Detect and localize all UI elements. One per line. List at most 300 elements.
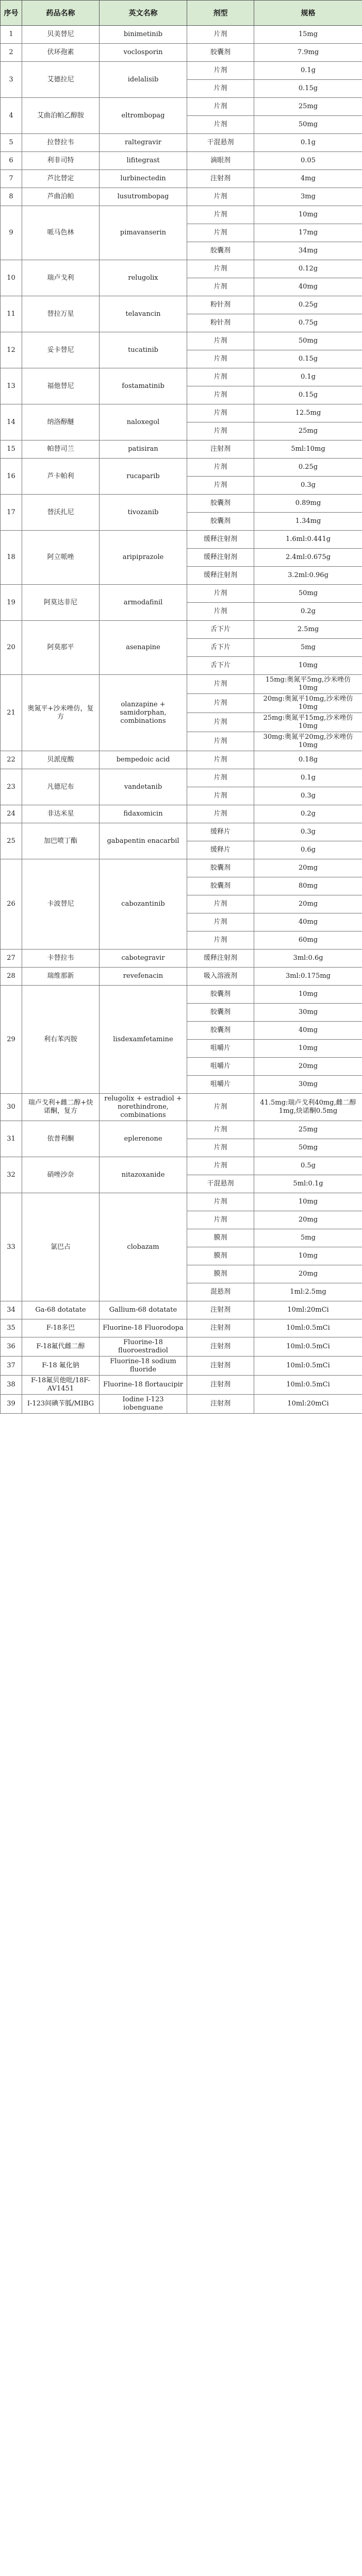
dosage-form: 片剂: [187, 459, 254, 477]
dosage-form: 注射剂: [187, 1337, 254, 1357]
specification: 25mg: [254, 422, 362, 440]
drug-cn-name: F-18多巴: [22, 1319, 100, 1337]
table-row: [1, 823, 362, 841]
dosage-form: 片剂: [187, 98, 254, 116]
specification: 25mg:奥氮平15mg,沙米唑仿10mg: [254, 713, 362, 732]
dosage-form: 缓释注射剂: [187, 549, 254, 567]
specification: 12.5mg: [254, 404, 362, 422]
drug-cn-name: 阿莫那平: [22, 621, 100, 675]
drug-en-name: binimetinib: [100, 26, 187, 44]
drug-cn-name: 阿立哌唑: [22, 531, 100, 585]
dosage-form: 片剂: [187, 913, 254, 931]
dosage-form: 胶囊剂: [187, 986, 254, 1004]
specification: 40mg: [254, 1022, 362, 1040]
drug-number: 27: [1, 950, 22, 968]
dosage-form: 注射剂: [187, 1376, 254, 1395]
specification: 0.5g: [254, 1157, 362, 1175]
dosage-form: 片剂: [187, 350, 254, 368]
specification: 10ml:20mCi: [254, 1395, 362, 1414]
specification: 0.3g: [254, 823, 362, 841]
dosage-form: 缓释注射剂: [187, 567, 254, 585]
specification: 5ml:10mg: [254, 440, 362, 459]
drug-cn-name: 艾曲泊帕乙醇胺: [22, 98, 100, 134]
drug-number: 17: [1, 495, 22, 531]
specification: 3mg: [254, 188, 362, 206]
specification: 25mg: [254, 98, 362, 116]
specification: 3.2ml:0.96g: [254, 567, 362, 585]
drug-en-name: relugolix + estradiol + norethindrone, combinations: [100, 1094, 187, 1121]
drug-number: 14: [1, 404, 22, 440]
dosage-form: 片剂: [187, 694, 254, 713]
drug-number: 25: [1, 823, 22, 859]
specification: 4mg: [254, 170, 362, 188]
specification: 7.9mg: [254, 44, 362, 62]
drug-number: 36: [1, 1337, 22, 1357]
drug-number: 21: [1, 675, 22, 751]
dosage-form: 滴眼剂: [187, 152, 254, 170]
table-row: [1, 986, 362, 1004]
specification: 10ml:0.5mCi: [254, 1357, 362, 1376]
drug-number: 24: [1, 805, 22, 823]
specification: 1.34mg: [254, 513, 362, 531]
specification: 34mg: [254, 242, 362, 260]
drug-number: 31: [1, 1121, 22, 1157]
specification: 0.05: [254, 152, 362, 170]
drug-number: 5: [1, 134, 22, 152]
specification: 10mg: [254, 986, 362, 1004]
dosage-form: 吸入溶液剂: [187, 968, 254, 986]
header-no: 序号: [1, 1, 22, 26]
specification: 10ml:0.5mCi: [254, 1376, 362, 1395]
specification: 0.1g: [254, 368, 362, 386]
dosage-form: 片剂: [187, 278, 254, 296]
dosage-form: 片剂: [187, 26, 254, 44]
header-spec: 规格: [254, 1, 362, 26]
dosage-form: 注射剂: [187, 170, 254, 188]
table-row: [1, 1157, 362, 1175]
table-row: [1, 950, 362, 968]
drug-en-name: Gallium-68 dotatate: [100, 1301, 187, 1319]
table-row: [1, 968, 362, 986]
specification: 5mg: [254, 639, 362, 657]
dosage-form: 注射剂: [187, 1395, 254, 1414]
specification: 1.6ml:0.441g: [254, 531, 362, 549]
specification: 20mg:奥氮平10mg,沙米唑仿10mg: [254, 694, 362, 713]
dosage-form: 膜剂: [187, 1247, 254, 1265]
table-row: [1, 751, 362, 769]
drug-en-name: cabotegravir: [100, 950, 187, 968]
header-cn-name: 药品名称: [22, 1, 100, 26]
table-row: [1, 332, 362, 350]
dosage-form: 胶囊剂: [187, 1022, 254, 1040]
dosage-form: 片剂: [187, 585, 254, 603]
dosage-form: 片剂: [187, 805, 254, 823]
drug-cn-name: F-18氟贝他吡/18F-AV1451: [22, 1376, 100, 1395]
drug-en-name: eltrombopag: [100, 98, 187, 134]
specification: 30mg:奥氮平20mg,沙米唑仿10mg: [254, 732, 362, 751]
drug-cn-name: 硝唑沙奈: [22, 1157, 100, 1193]
dosage-form: 胶囊剂: [187, 44, 254, 62]
drug-cn-name: 利非司特: [22, 152, 100, 170]
drug-cn-name: 贝美替尼: [22, 26, 100, 44]
dosage-form: 片剂: [187, 188, 254, 206]
specification: 25mg: [254, 1121, 362, 1139]
drug-number: 1: [1, 26, 22, 44]
dosage-form: 缓释片: [187, 841, 254, 859]
drug-cn-name: I-123间碘苄胍/MIBG: [22, 1395, 100, 1414]
specification: 50mg: [254, 332, 362, 350]
specification: 0.3g: [254, 477, 362, 495]
dosage-form: 片剂: [187, 675, 254, 694]
table-row: [1, 98, 362, 116]
table-row: [1, 62, 362, 80]
drug-en-name: aripiprazole: [100, 531, 187, 585]
dosage-form: 咀嚼片: [187, 1040, 254, 1058]
drug-number: 7: [1, 170, 22, 188]
specification: 30mg: [254, 1004, 362, 1022]
table-row: [1, 44, 362, 62]
dosage-form: 片剂: [187, 422, 254, 440]
specification: 30mg: [254, 1076, 362, 1094]
drug-cn-name: 伏环孢素: [22, 44, 100, 62]
drug-cn-name: 芦卡帕利: [22, 459, 100, 495]
specification: 0.12g: [254, 260, 362, 278]
dosage-form: 片剂: [187, 1211, 254, 1229]
specification: 20mg: [254, 895, 362, 913]
drug-en-name: Iodine I-123 iobenguane: [100, 1395, 187, 1414]
dosage-form: 片剂: [187, 206, 254, 224]
specification: 15mg:奥氮平5mg,沙米唑仿10mg: [254, 675, 362, 694]
drug-cn-name: 瑞卢戈利: [22, 260, 100, 296]
specification: 10mg: [254, 206, 362, 224]
dosage-form: 膜剂: [187, 1229, 254, 1247]
table-row: [1, 404, 362, 422]
table-row: [1, 152, 362, 170]
specification: 0.15g: [254, 386, 362, 404]
dosage-form: 片剂: [187, 713, 254, 732]
table-row: [1, 1193, 362, 1211]
drug-cn-name: 芦曲泊帕: [22, 188, 100, 206]
drug-cn-name: 凡德尼布: [22, 769, 100, 805]
dosage-form: 片剂: [187, 895, 254, 913]
dosage-form: 粉针剂: [187, 296, 254, 314]
drug-en-name: naloxegol: [100, 404, 187, 440]
drug-en-name: relugolix: [100, 260, 187, 296]
drug-number: 13: [1, 368, 22, 404]
dosage-form: 缓释注射剂: [187, 531, 254, 549]
specification: 0.1g: [254, 134, 362, 152]
dosage-form: 舌下片: [187, 639, 254, 657]
drug-cn-name: 非达米星: [22, 805, 100, 823]
specification: 10mg: [254, 657, 362, 675]
dosage-form: 片剂: [187, 603, 254, 621]
table-row: [1, 1357, 362, 1376]
drug-cn-name: 拉替拉韦: [22, 134, 100, 152]
table-row: [1, 440, 362, 459]
drug-number: 9: [1, 206, 22, 260]
specification: 0.25g: [254, 296, 362, 314]
table-row: [1, 1301, 362, 1319]
specification: 5mg: [254, 1229, 362, 1247]
specification: 0.3g: [254, 787, 362, 805]
table-row: [1, 134, 362, 152]
table-row: [1, 206, 362, 224]
drug-cn-name: 哌马色林: [22, 206, 100, 260]
drug-en-name: lurbinectedin: [100, 170, 187, 188]
table-row: [1, 675, 362, 694]
drug-cn-name: 卡替拉韦: [22, 950, 100, 968]
specification: 50mg: [254, 116, 362, 134]
drug-number: 35: [1, 1319, 22, 1337]
header-row: [1, 1, 362, 26]
drug-cn-name: 芦比替定: [22, 170, 100, 188]
drug-cn-name: 奥氮平+沙米唑仿，复方: [22, 675, 100, 751]
dosage-form: 缓释注射剂: [187, 950, 254, 968]
drug-en-name: pimavanserin: [100, 206, 187, 260]
drug-number: 18: [1, 531, 22, 585]
table-row: [1, 368, 362, 386]
table-row: [1, 805, 362, 823]
drug-number: 3: [1, 62, 22, 98]
dosage-form: 咀嚼片: [187, 1076, 254, 1094]
table-row: [1, 859, 362, 877]
table-row: [1, 459, 362, 477]
dosage-form: 缓释片: [187, 823, 254, 841]
drug-cn-name: 氯巴占: [22, 1193, 100, 1301]
drug-en-name: lusutrombopag: [100, 188, 187, 206]
dosage-form: 胶囊剂: [187, 513, 254, 531]
drug-en-name: clobazam: [100, 1193, 187, 1301]
dosage-form: 片剂: [187, 769, 254, 787]
specification: 10mg: [254, 1040, 362, 1058]
drug-number: 16: [1, 459, 22, 495]
specification: 10ml:0.5mCi: [254, 1337, 362, 1357]
drug-cn-name: 纳洛醇醚: [22, 404, 100, 440]
dosage-form: 胶囊剂: [187, 877, 254, 895]
table-row: [1, 170, 362, 188]
dosage-form: 膜剂: [187, 1265, 254, 1283]
dosage-form: 胶囊剂: [187, 859, 254, 877]
table-row: [1, 1094, 362, 1121]
drug-number: 4: [1, 98, 22, 134]
dosage-form: 注射剂: [187, 1319, 254, 1337]
drug-en-name: tivozanib: [100, 495, 187, 531]
dosage-form: 干混悬剂: [187, 1175, 254, 1193]
table-row: [1, 1395, 362, 1414]
specification: 40mg: [254, 913, 362, 931]
drug-number: 23: [1, 769, 22, 805]
specification: 2.5mg: [254, 621, 362, 639]
table-row: [1, 1337, 362, 1357]
drug-en-name: Fluorine-18 sodium fluoride: [100, 1357, 187, 1376]
drug-number: 12: [1, 332, 22, 368]
drug-en-name: raltegravir: [100, 134, 187, 152]
specification: 0.1g: [254, 62, 362, 80]
drug-en-name: fidaxomicin: [100, 805, 187, 823]
dosage-form: 片剂: [187, 751, 254, 769]
drug-cn-name: 加巴喷丁酯: [22, 823, 100, 859]
drug-en-name: fostamatinib: [100, 368, 187, 404]
drug-number: 30: [1, 1094, 22, 1121]
specification: 80mg: [254, 877, 362, 895]
drug-en-name: rucaparib: [100, 459, 187, 495]
drug-en-name: cabozantinib: [100, 859, 187, 950]
specification: 0.18g: [254, 751, 362, 769]
header-dosage-form: 剂型: [187, 1, 254, 26]
drug-number: 39: [1, 1395, 22, 1414]
dosage-form: 片剂: [187, 80, 254, 98]
table-row: [1, 495, 362, 513]
specification: 20mg: [254, 1211, 362, 1229]
dosage-form: 片剂: [187, 404, 254, 422]
specification: 60mg: [254, 931, 362, 950]
drug-cn-name: 利右苯丙胺: [22, 986, 100, 1094]
drug-en-name: asenapine: [100, 621, 187, 675]
specification: 40mg: [254, 278, 362, 296]
drug-cn-name: 艾德拉尼: [22, 62, 100, 98]
specification: 0.15g: [254, 80, 362, 98]
drug-cn-name: F-18氟代雌二醇: [22, 1337, 100, 1357]
table-row: [1, 188, 362, 206]
table-row: [1, 26, 362, 44]
table-body: [1, 26, 362, 1414]
table-row: [1, 621, 362, 639]
dosage-form: 混悬剂: [187, 1283, 254, 1301]
drug-cn-name: Ga-68 dotatate: [22, 1301, 100, 1319]
dosage-form: 片剂: [187, 224, 254, 242]
dosage-form: 片剂: [187, 368, 254, 386]
drug-number: 10: [1, 260, 22, 296]
drug-number: 26: [1, 859, 22, 950]
drug-en-name: nitazoxanide: [100, 1157, 187, 1193]
specification: 20mg: [254, 859, 362, 877]
table-row: [1, 769, 362, 787]
drug-cn-name: 帕替司兰: [22, 440, 100, 459]
drug-number: 33: [1, 1193, 22, 1301]
drug-en-name: lisdexamfetamine: [100, 986, 187, 1094]
specification: 20mg: [254, 1265, 362, 1283]
dosage-form: 片剂: [187, 1094, 254, 1121]
dosage-form: 片剂: [187, 477, 254, 495]
dosage-form: 片剂: [187, 787, 254, 805]
drug-number: 11: [1, 296, 22, 332]
drug-number: 34: [1, 1301, 22, 1319]
specification: 10ml:0.5mCi: [254, 1319, 362, 1337]
drug-cn-name: 卡波替尼: [22, 859, 100, 950]
header-en-name: 英文名称: [100, 1, 187, 26]
dosage-form: 片剂: [187, 1139, 254, 1157]
dosage-form: 片剂: [187, 1193, 254, 1211]
specification: 0.89mg: [254, 495, 362, 513]
specification: 10mg: [254, 1247, 362, 1265]
dosage-form: 片剂: [187, 732, 254, 751]
drug-number: 15: [1, 440, 22, 459]
dosage-form: 舌下片: [187, 621, 254, 639]
drug-cn-name: 依普利酮: [22, 1121, 100, 1157]
dosage-form: 注射剂: [187, 1301, 254, 1319]
specification: 3ml:0.175mg: [254, 968, 362, 986]
specification: 0.6g: [254, 841, 362, 859]
specification: 20mg: [254, 1058, 362, 1076]
drug-cn-name: 福他替尼: [22, 368, 100, 404]
dosage-form: 注射剂: [187, 440, 254, 459]
drug-en-name: Fluorine-18 flortaucipir: [100, 1376, 187, 1395]
specification: 10mg: [254, 1193, 362, 1211]
dosage-form: 片剂: [187, 62, 254, 80]
drug-number: 22: [1, 751, 22, 769]
drug-number: 6: [1, 152, 22, 170]
table-row: [1, 1121, 362, 1139]
drug-number: 29: [1, 986, 22, 1094]
dosage-form: 片剂: [187, 116, 254, 134]
dosage-form: 片剂: [187, 1157, 254, 1175]
drug-en-name: lifitegrast: [100, 152, 187, 170]
specification: 1ml:2.5mg: [254, 1283, 362, 1301]
drug-en-name: patisiran: [100, 440, 187, 459]
dosage-form: 胶囊剂: [187, 242, 254, 260]
dosage-form: 片剂: [187, 332, 254, 350]
dosage-form: 胶囊剂: [187, 495, 254, 513]
dosage-form: 片剂: [187, 260, 254, 278]
drug-cn-name: 替沃扎尼: [22, 495, 100, 531]
table-row: [1, 1319, 362, 1337]
drug-en-name: idelalisib: [100, 62, 187, 98]
dosage-form: 咀嚼片: [187, 1058, 254, 1076]
specification: 50mg: [254, 1139, 362, 1157]
drug-en-name: olanzapine + samidorphan, combinations: [100, 675, 187, 751]
drug-number: 19: [1, 585, 22, 621]
specification: 3ml:0.6g: [254, 950, 362, 968]
dosage-form: 胶囊剂: [187, 1004, 254, 1022]
drug-en-name: eplerenone: [100, 1121, 187, 1157]
drug-cn-name: 瑞卢戈利+雌二醇+炔诺酮，复方: [22, 1094, 100, 1121]
specification: 2.4ml:0.675g: [254, 549, 362, 567]
table-row: [1, 1376, 362, 1395]
dosage-form: 片剂: [187, 386, 254, 404]
drug-en-name: Fluorine-18 fluoroestradiol: [100, 1337, 187, 1357]
drug-cn-name: 贝派度酸: [22, 751, 100, 769]
drug-en-name: telavancin: [100, 296, 187, 332]
table-row: [1, 585, 362, 603]
dosage-form: 粉针剂: [187, 314, 254, 332]
drug-number: 20: [1, 621, 22, 675]
specification: 10ml:20mCi: [254, 1301, 362, 1319]
dosage-form: 舌下片: [187, 657, 254, 675]
specification: 0.25g: [254, 459, 362, 477]
drug-number: 28: [1, 968, 22, 986]
table-row: [1, 296, 362, 314]
drug-number: 2: [1, 44, 22, 62]
drug-cn-name: 瑞维那新: [22, 968, 100, 986]
drug-en-name: revefenacin: [100, 968, 187, 986]
dosage-form: 片剂: [187, 931, 254, 950]
drug-cn-name: 替拉万星: [22, 296, 100, 332]
drug-en-name: tucatinib: [100, 332, 187, 368]
drug-number: 38: [1, 1376, 22, 1395]
table-header: [1, 1, 362, 26]
specification: 15mg: [254, 26, 362, 44]
drug-cn-name: F-18 氟化钠: [22, 1357, 100, 1376]
table-row: [1, 531, 362, 549]
table-row: [1, 260, 362, 278]
drug-cn-name: 妥卡替尼: [22, 332, 100, 368]
dosage-form: 片剂: [187, 1121, 254, 1139]
specification: 0.1g: [254, 769, 362, 787]
drug-en-name: voclosporin: [100, 44, 187, 62]
specification: 0.2g: [254, 805, 362, 823]
drug-en-name: bempedoic acid: [100, 751, 187, 769]
specification: 5ml:0.1g: [254, 1175, 362, 1193]
